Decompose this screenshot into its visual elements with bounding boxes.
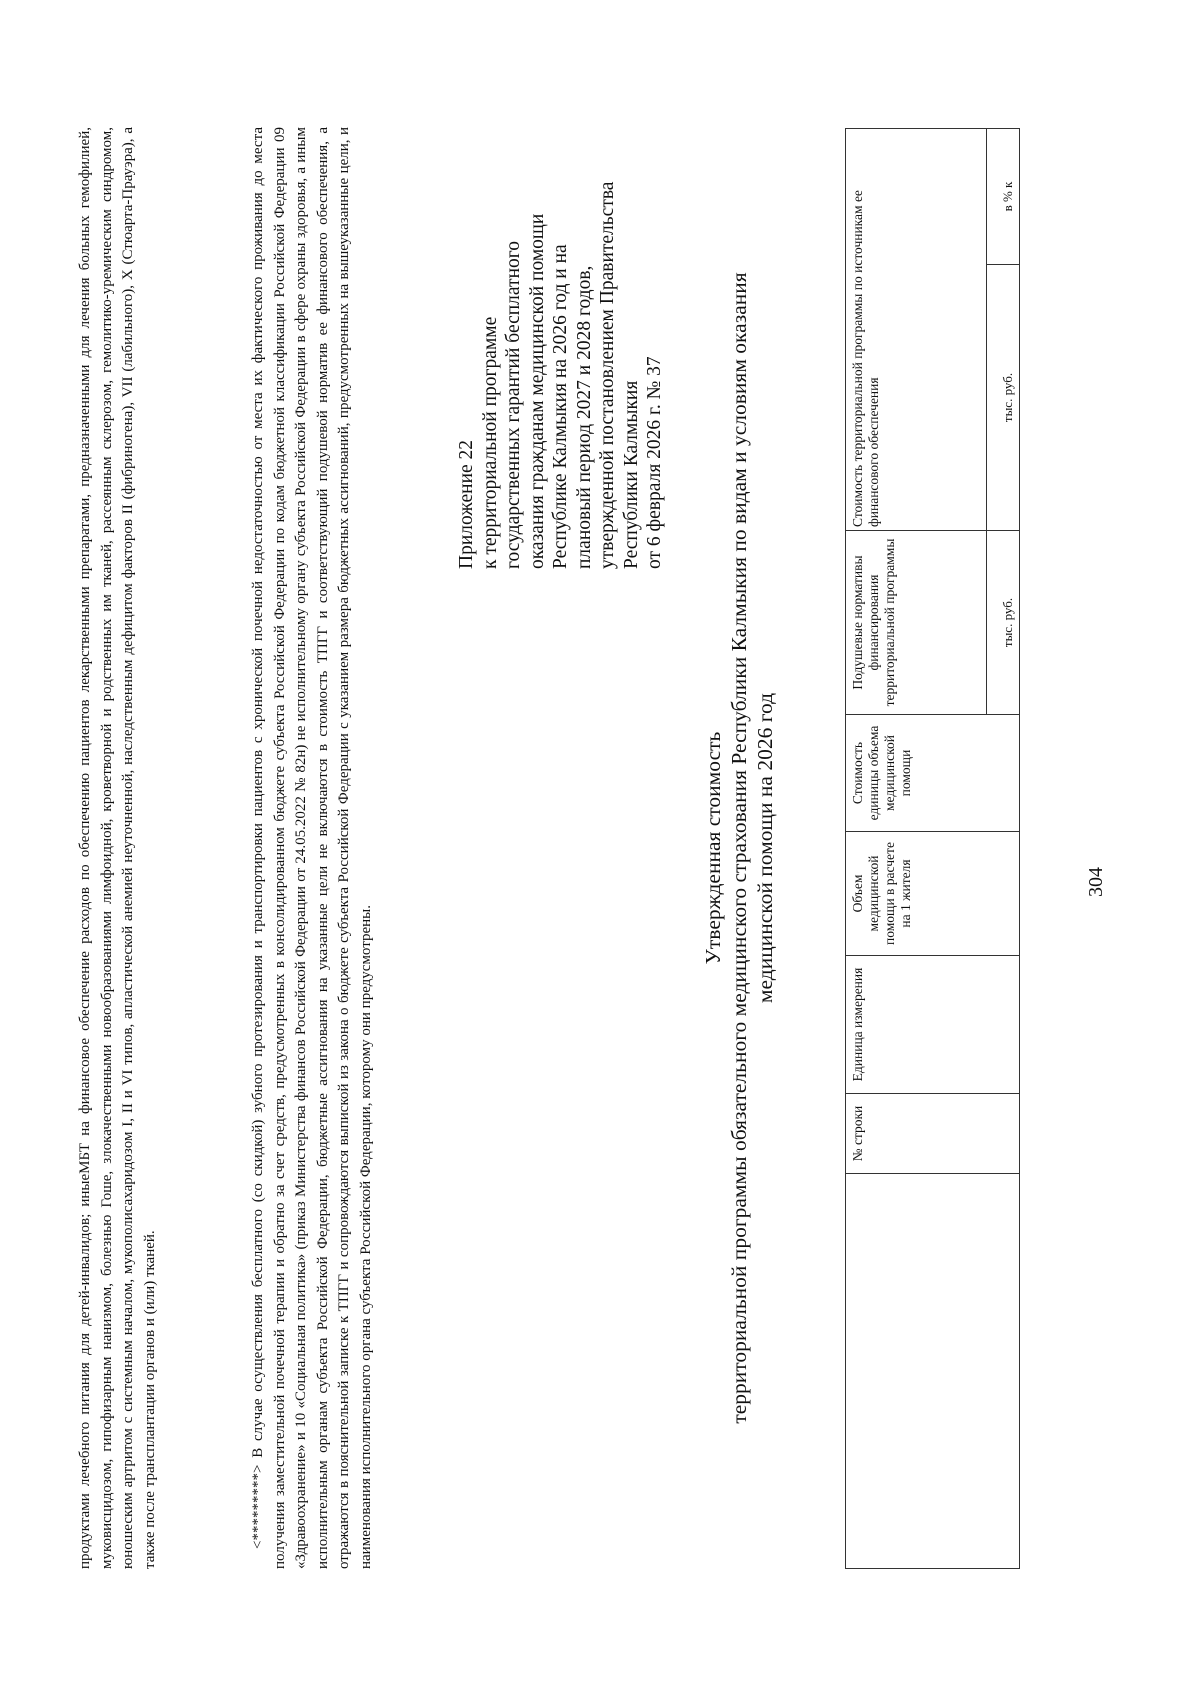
title-line: медицинской помощи на 2026 год <box>753 692 777 1004</box>
appendix-line: от 6 февраля 2026 г. № 37 <box>644 356 665 569</box>
footnote-paragraph-2: <*********> В случае осуществления бесплатного (со скидкой) зубного протезирования и транспортировки пациентов с хронической почечной недостаточностью от места их фактического проживания до места получения заместительной почечной терапии и обратно за счет средств, предусмотренных в консолидированном бюджете субъекта Российской Федерации по кодам бюджетной классификации Российской Федерации 09 «Здравоохранение» и 10 «Социальная политика» (приказ Министерства финансов Российской Федерации от 24.05.2022 № 82н) не исполнительному органу субъекта Российской Федерации в сфере охраны здоровья, а иным исполнительным органам субъекта Российской Федерации, бюджетные ассигнования на указанные цели не включаются в стоимость ТПГГ и соответствующий подушевой норматив ее финансового обеспечения, а отражаются в пояснительной записке к ТПГГ и сопровождаются выпиской из закона о бюджете субъекта Российской Федерации с указанием размера бюджетных ассигнований, предусмотренных на вышеуказанные цели, и наименования исполнительного органа субъекта Российской Федерации, которому они предусмотрены. <box>250 127 374 1569</box>
unit-total-percent: в % к <box>987 129 1020 265</box>
appendix-line: Республике Калмыкия на 2026 год и на <box>550 244 571 569</box>
unit-per-capita: тыс. руб. <box>987 531 1020 715</box>
title-line: территориальной программы обязательного медицинского страхования Республики Калмыкия по видам и условиям оказания <box>727 272 751 1424</box>
header-total-cost: Стоимость территориальной программы по источникам ее финансового обеспечения <box>846 129 987 531</box>
appendix-line: оказания гражданам медицинской помощи <box>526 213 548 569</box>
title-line: Утвержденная стоимость <box>701 731 725 965</box>
appendix-line: Республики Калмыкия <box>620 380 642 569</box>
appendix-line: Приложение 22 <box>456 439 477 569</box>
unit-total-thousand: тыс. руб. <box>987 265 1020 531</box>
header-blank <box>846 1174 1020 1569</box>
appendix-line: к территориальной программе <box>479 316 501 569</box>
header-unit-cost: Стоимость единицы объема медицинской помощи <box>846 715 1020 832</box>
appendix-line: плановый период 2027 и 2028 годов, <box>573 265 595 569</box>
appendix-block <box>455 129 667 569</box>
page-number: 304 <box>1085 867 1107 897</box>
appendix-line: утвержденной постановлением Правительства <box>597 181 618 569</box>
header-unit: Единица измерения <box>846 956 1020 1094</box>
header-volume: Объем медицинской помощи в расчете на 1 жителя <box>846 832 1020 956</box>
header-per-capita: Подушевые нормативы финансирования территориальной программы <box>846 531 987 715</box>
footnote-paragraph-1: продуктами лечебного питания для детей-инвалидов; иныеМБТ на финансовое обеспечение расходов по обеспечению пациентов лекарственными препаратами, предназначенными для лечения больных гемофилией, муковисцидозом, гипофизарным нанизмом, болезнью Гоше, злокачественными новообразованиями лимфоидной, кроветворной и родственных им тканей, рассеянным склерозом, гемолитико-уремическим синдромом, юношеским артритом с системным началом, мукополисахаридозом I, II и VI типов, апластической анемией неуточненной, наследственным дефицитом факторов II (фибриногена), VII (лабильного), X (Стюарта-Прауэра), а также после трансплантации органов и (или) тканей. <box>77 127 158 1569</box>
document-title <box>700 127 778 1569</box>
appendix-line: государственных гарантий бесплатного <box>503 240 524 569</box>
cost-table <box>845 128 1020 1569</box>
header-row-number: № строки <box>846 1094 1020 1174</box>
